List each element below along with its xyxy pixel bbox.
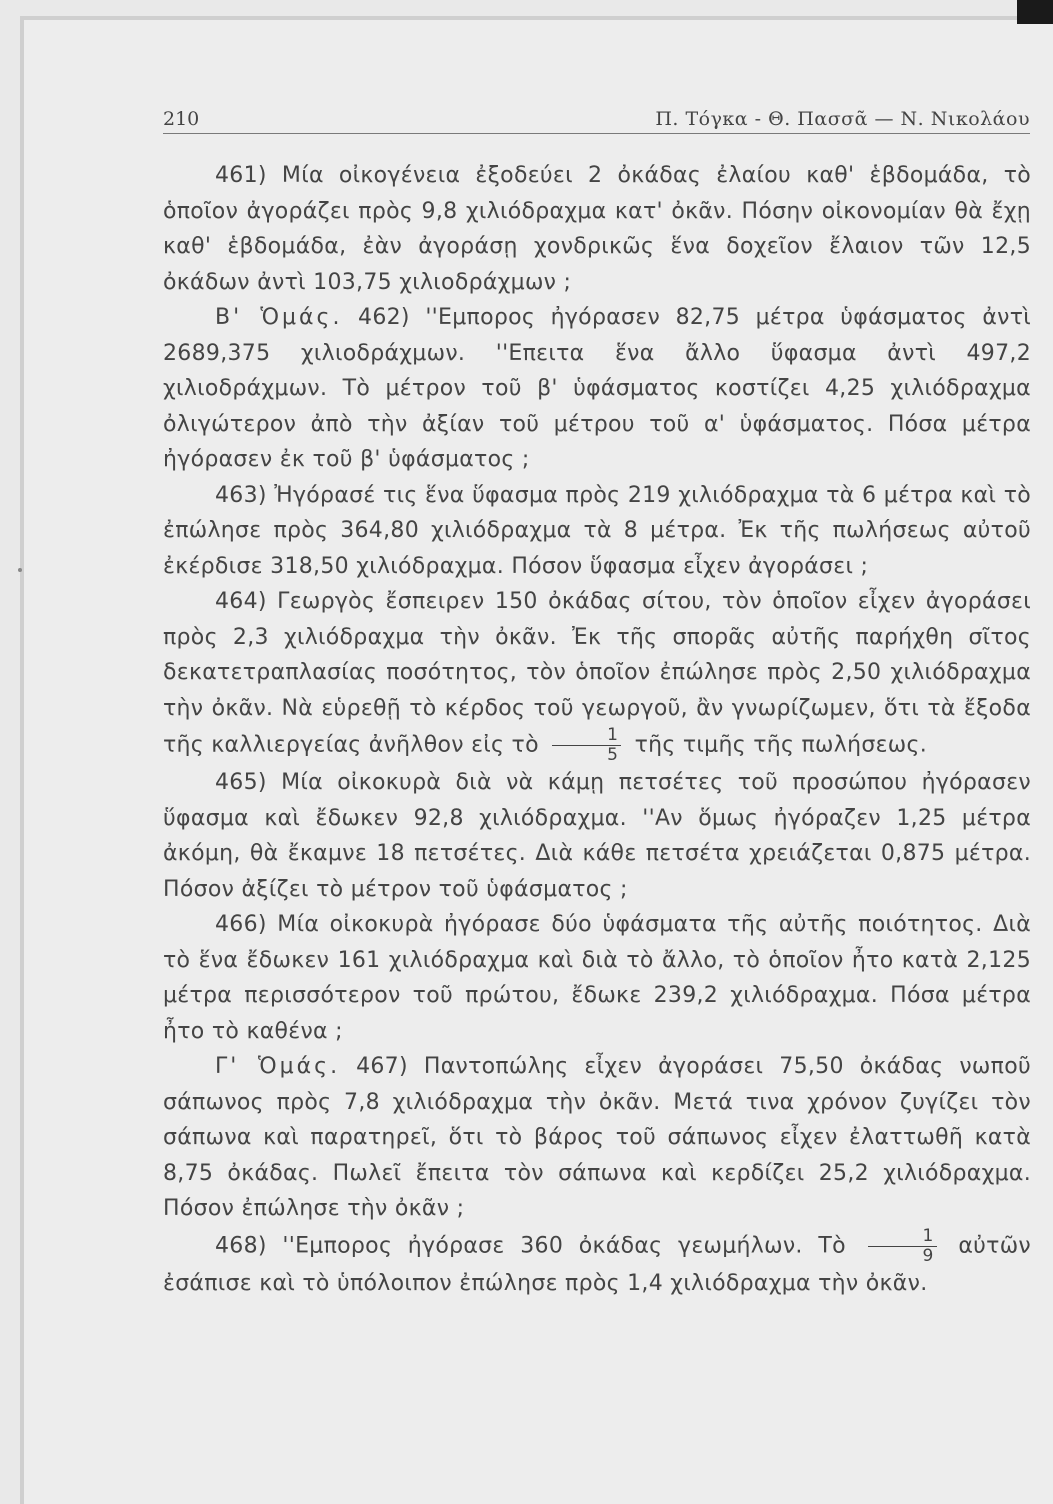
problem-462: Β' Ὁμάς. 462) ''Εμπορος ἠγόρασεν 82,75 μέτρα ὑφάσματος ἀντὶ 2689,375 χιλιοδράχμων. ''Επειτα ἕνα ἄλλο ὕφασμα ἀντὶ 497,2 χιλιοδράχμων. Τὸ μέτρον τοῦ β' ὑφάσματος κοστίζει 4,25 χιλιόδραχμα ὀλιγώτερον ἀπὸ τὴν ἀξίαν τοῦ μέτρου τοῦ α' ὑφάσματος. Πόσα μέτρα ἠγόρασεν ἐκ τοῦ β' ὑφάσματος ; <box>163 305 1031 472</box>
fraction-numerator: 1 <box>922 1225 934 1246</box>
page-number: 210 <box>163 108 200 130</box>
scan-corner-mark <box>1017 0 1053 24</box>
group-heading: Γ' Ὁμάς. <box>215 1054 341 1079</box>
problem-465: 465) Μία οἰκοκυρὰ διὰ νὰ κάμῃ πετσέτες τοῦ προσώπου ἠγόρασεν ὕφασμα καὶ ἔδωκεν 92,8 χιλιόδραχμα. ''Αν ὅμως ἠγόραζεν 1,25 μέτρα ἀκόμη, θὰ ἔκαμνε 18 πετσέτες. Διὰ κάθε πετσέτα χρειάζεται 0,875 μέτρα. Πόσον ἀξίζει τὸ μέτρον τοῦ ὑφάσματος ; <box>163 770 1031 902</box>
header-rule <box>163 133 1030 134</box>
fraction-denominator: 9 <box>868 1246 937 1266</box>
fraction <box>868 1227 937 1266</box>
problem-466: 466) Μία οἰκοκυρὰ ἠγόρασε δύο ὑφάσματα τῆς αὐτῆς ποιότητος. Διὰ τὸ ἕνα ἔδωκεν 161 χιλιόδραχμα καὶ διὰ τὸ ἄλλο, τὸ ὁποῖον ἦτο κατὰ 2,125 μέτρα περισσότερον τοῦ πρώτου, ἔδωκε 239,2 χιλιόδραχμα. Πόσα μέτρα ἦτο τὸ καθένα ; <box>163 912 1031 1044</box>
scan-speck <box>18 568 22 572</box>
problem-463: 463) Ἠγόρασέ τις ἕνα ὕφασμα πρὸς 219 χιλιόδραχμα τὰ 6 μέτρα καὶ τὸ ἐπώλησε πρὸς 364,80 χιλιόδραχμα τὰ 8 μέτρα. Ἐκ τῆς πωλήσεως αὐτοῦ ἐκέρδισε 318,50 χιλιόδραχμα. Πόσον ὕφασμα εἶχεν ἀγοράσει ; <box>163 482 1031 579</box>
problem-461: 461) Μία οἰκογένεια ἐξοδεύει 2 ὀκάδας ἐλαίου καθ' ἑβδομάδα, τὸ ὁποῖον ἀγοράζει πρὸς 9,8 χιλιόδραχμα κατ' ὀκᾶν. Πόσην οἰκονομίαν θὰ ἔχῃ καθ' ἑβδομάδα, ἐὰν ἀγοράσῃ χονδρικῶς ἕνα δοχεῖον ἔλαιον τῶν 12,5 ὀκάδων ἀντὶ 103,75 χιλιοδράχμων ; <box>163 163 1031 295</box>
running-head <box>163 108 1030 134</box>
fraction-numerator: 1 <box>607 725 619 745</box>
group-heading: Β' Ὁμάς. <box>215 305 343 330</box>
problem-468: 468) ''Εμπορος ἠγόρασε 360 ὀκάδας γεωμήλων. Τὸ $\frac{1}{9}$ αὐτῶν ἐσάπισε καὶ τὸ ὑπόλοιπον ἐπώλησε πρὸς 1,4 χιλιόδραχμα τὴν ὀκᾶν. <box>163 1225 1032 1296</box>
author-line: Π. Τόγκα - Θ. Πασσᾶ — Ν. Νικολάου <box>655 108 1030 130</box>
fraction <box>552 726 621 765</box>
problem-467: Γ' Ὁμάς. 467) Παντοπώλης εἶχεν ἀγοράσει 75,50 ὀκάδας νωποῦ σάπωνος πρὸς 7,8 χιλιόδραχμα τὴν ὀκᾶν. Μετά τινα χρόνον ζυγίζει τὸν σάπωνα καὶ παρατηρεῖ, ὅτι τὸ βάρος τοῦ σάπωνος εἶχεν ἐλαττωθῆ κατὰ 8,75 ὀκάδας. Πωλεῖ ἔπειτα τὸν σάπωνα καὶ κερδίζει 25,2 χιλιόδραχμα. Πόσον ἐπώλησε τὴν ὀκᾶν ; <box>163 1054 1031 1221</box>
problem-list <box>163 158 1031 1301</box>
problem-464: 464) Γεωργὸς ἔσπειρεν 150 ὀκάδας σίτου, τὸν ὁποῖον εἶχεν ἀγοράσει πρὸς 2,3 χιλιόδραχμα τὴν ὀκᾶν. Ἐκ τῆς σπορᾶς αὐτῆς παρήχθη σῖτος δεκατετραπλασίας ποσότητος, τὸν ὁποῖον ἐπώλησε πρὸς 2,50 χιλιόδραχμα τὴν ὀκᾶν. Νὰ εὑρεθῇ τὸ κέρδος τοῦ γεωργοῦ, ἂν γνωρίζωμεν, ὅτι τὰ ἔξοδα τῆς καλλιεργείας ἀνῆλθον εἰς τὸ $\frac{1}{5}$ τῆς τιμῆς τῆς πωλήσεως. <box>163 589 1031 765</box>
fraction-denominator: 5 <box>552 745 621 765</box>
